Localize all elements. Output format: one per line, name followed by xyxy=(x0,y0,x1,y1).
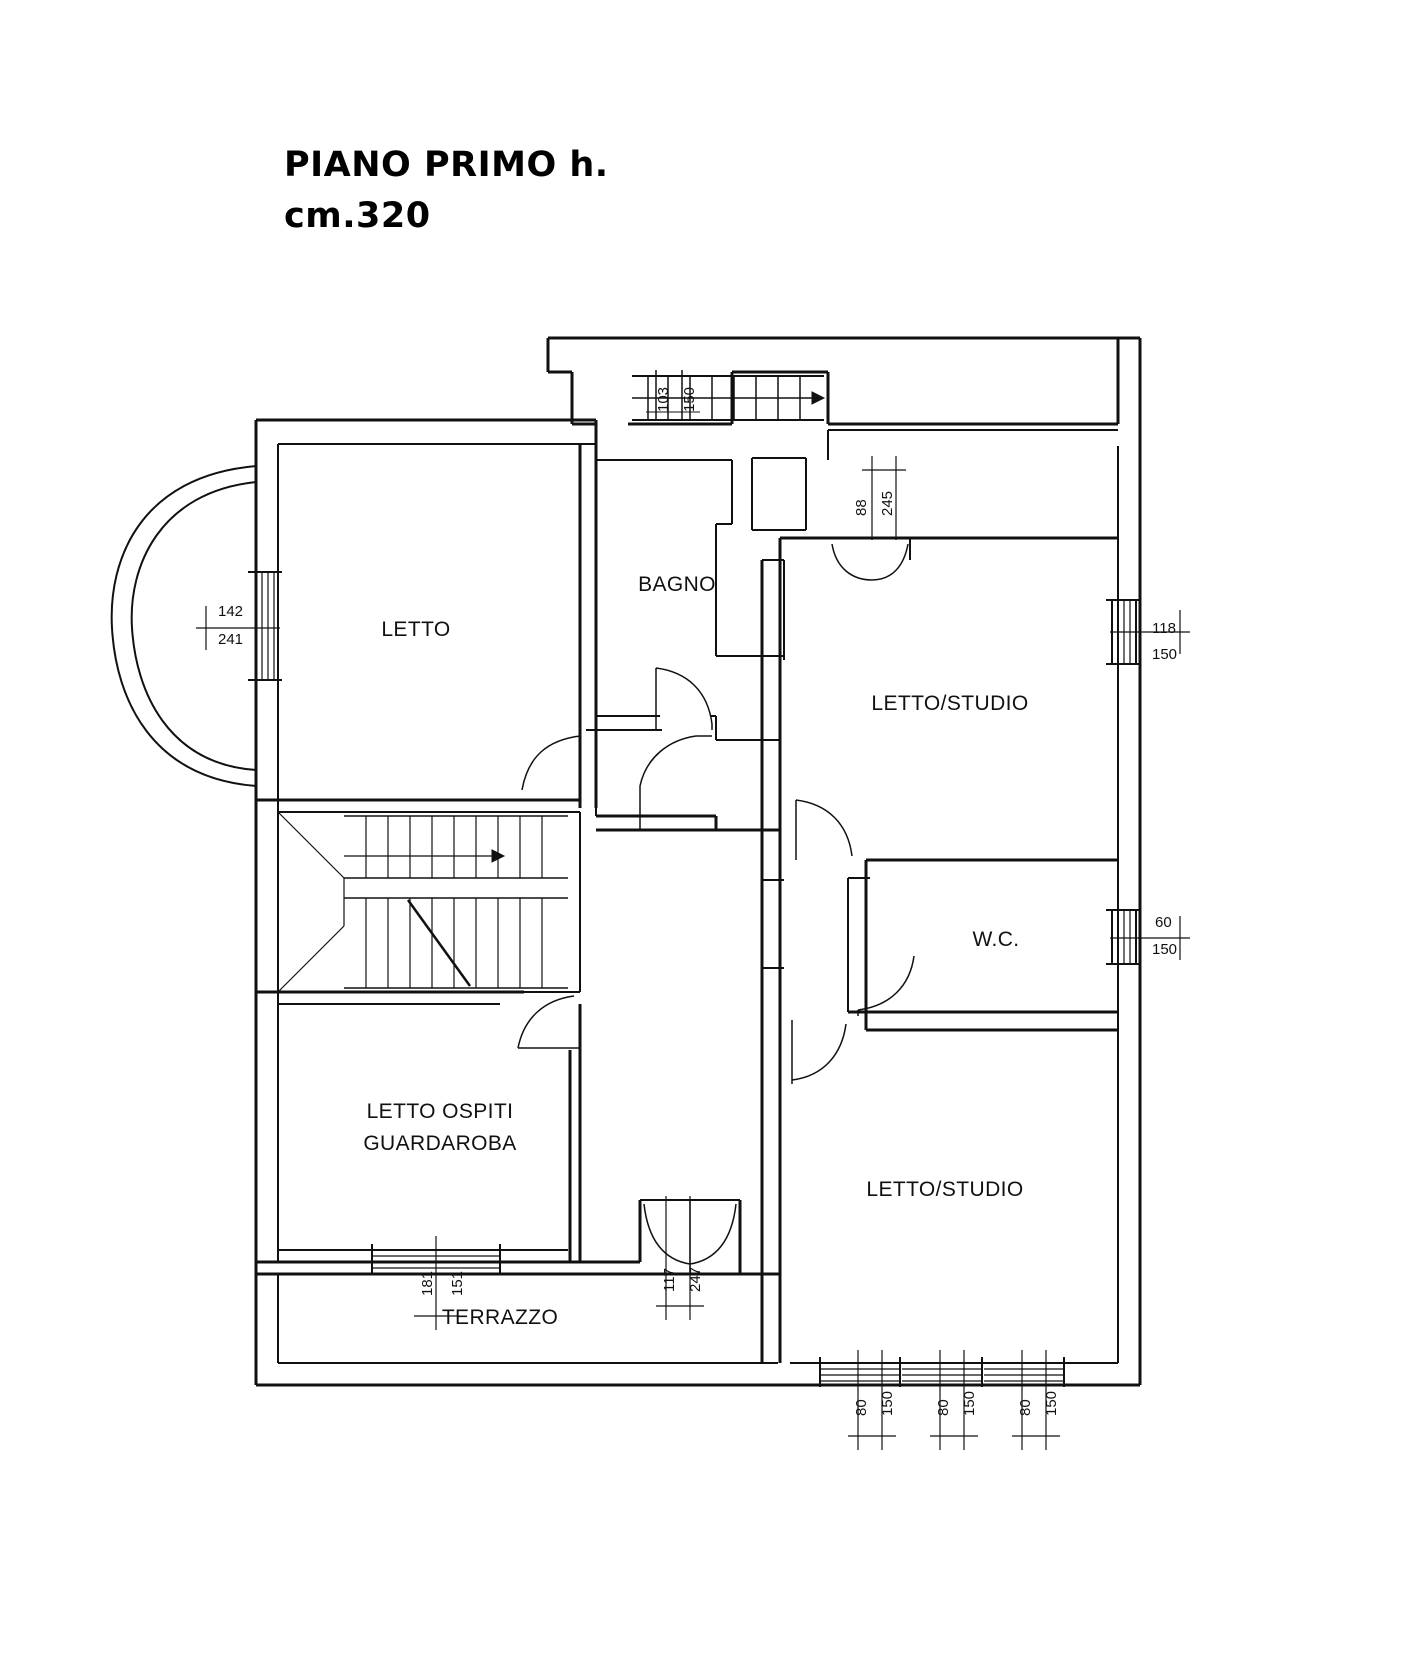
dimension-letto-studio-window-bottom: 150 xyxy=(1152,646,1178,663)
drawing-title-line-1: PIANO PRIMO h. xyxy=(284,145,609,185)
dimension-bottom-window-2-top: 80 xyxy=(935,1399,952,1416)
room-label-letto-ospiti xyxy=(363,1096,516,1159)
room-label-letto-studio-2: LETTO/STUDIO xyxy=(866,1178,1024,1201)
dimension-letto-window-top: 142 xyxy=(218,603,244,620)
dimension-terrazzo-door-top: 117 xyxy=(661,1268,678,1292)
dimension-terrazzo-door-bottom: 247 xyxy=(687,1266,704,1292)
dimension-terrazzo-window-bottom: 151 xyxy=(449,1270,466,1296)
drawing-title-line-2: cm.320 xyxy=(284,195,431,236)
dimension-bottom-window-3-bottom: 150 xyxy=(1043,1390,1060,1416)
dimension-wc-window-bottom: 150 xyxy=(1152,941,1178,958)
dimension-stair-opening-top: 103 xyxy=(655,386,672,412)
dimension-terrazzo-window-top: 181 xyxy=(419,1270,436,1296)
dimension-bottom-window-2-bottom: 150 xyxy=(961,1390,978,1416)
dimension-entry-door-top: 88 xyxy=(853,499,870,516)
dimension-stair-opening-bottom: 150 xyxy=(681,386,698,412)
dimension-bottom-window-3-top: 80 xyxy=(1017,1399,1034,1416)
dimension-letto-studio-window-top: 118 xyxy=(1152,620,1176,637)
dimension-bottom-window-1-bottom: 150 xyxy=(879,1390,896,1416)
room-label-letto: LETTO xyxy=(381,618,451,641)
dimension-wc-window-top: 60 xyxy=(1155,914,1172,931)
room-label-terrazzo: TERRAZZO xyxy=(441,1306,559,1329)
dimension-letto-window-bottom: 241 xyxy=(218,631,244,648)
dimension-entry-door-bottom: 245 xyxy=(879,490,896,516)
room-label-letto-studio-1: LETTO/STUDIO xyxy=(871,692,1029,715)
room-label-bagno: BAGNO xyxy=(638,573,716,596)
dimension-bottom-window-1-top: 80 xyxy=(853,1399,870,1416)
room-label-guardaroba-line-2: GUARDAROBA xyxy=(363,1131,517,1155)
room-label-letto-ospiti-line-1: LETTO OSPITI xyxy=(366,1100,514,1123)
room-label-wc: W.C. xyxy=(972,928,1020,951)
